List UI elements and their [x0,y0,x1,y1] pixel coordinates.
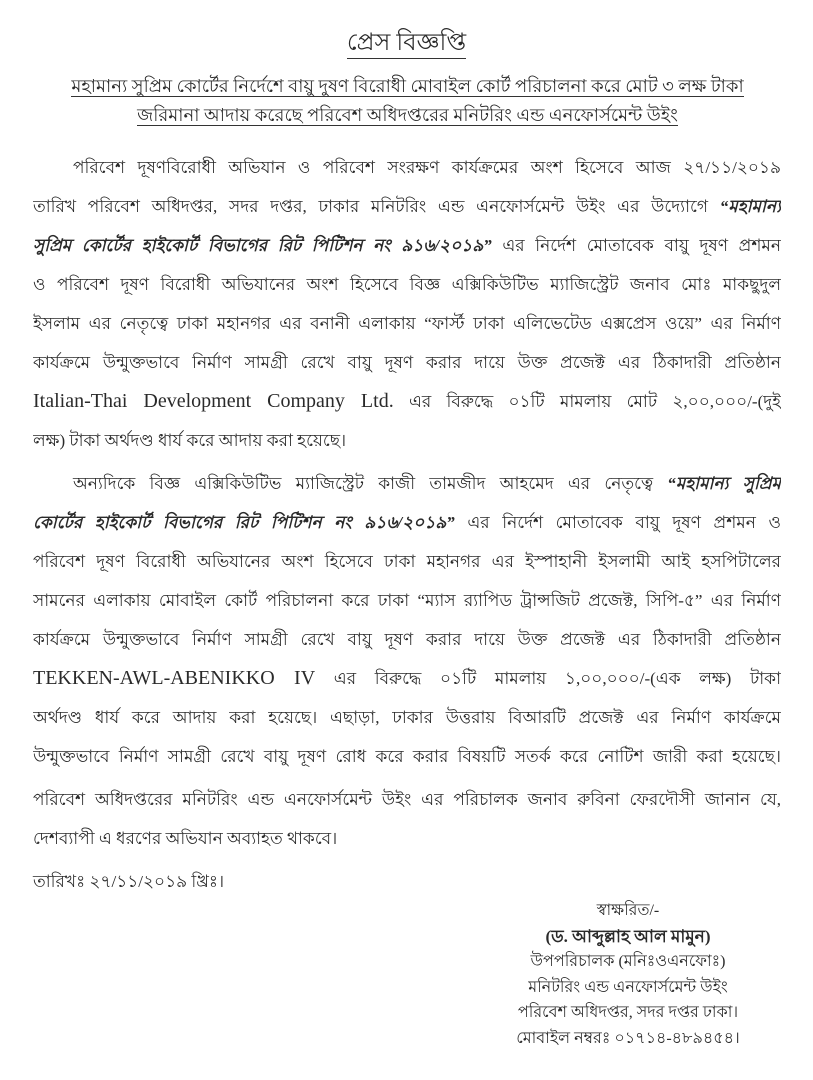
text-line [33,265,781,304]
body-text [33,148,781,901]
text-segment: Italian-Thai Development Company Ltd. [33,390,394,412]
text-segment: পরিবেশ অধিদপ্তরের মনিটরিং এন্ড এনফোর্সমেন্ট উইং এর পরিচালক জনাব রুবিনা ফেরদৌসী জানান যে, [33,790,781,809]
text-line [33,343,781,382]
text-line [33,226,781,265]
signatory-name: (ড. আব্দুল্লাহ আল মামুন) [545,926,711,946]
text-line [33,659,781,698]
text-segment: অন্যদিকে বিজ্ঞ এক্সিকিউটিভ ম্যাজিস্ট্রেট কাজী তামজীদ আহমেদ এর নেতৃত্বে [73,474,668,493]
text-segment: TEKKEN-AWL-ABENIKKO IV [33,667,316,689]
signatory-designation: উপপরিচালক (মনিঃওএনফোঃ) [530,953,726,970]
text-segment: উন্মুক্তভাবে নির্মাণ সামগ্রী রেখে বায়ু দূষণ রোধ করে করার বিষয়টি সতর্ক করে নোটিশ জারী করা হয়েছে। [33,747,781,766]
text-line [33,542,781,581]
text-segment: ও পরিবেশ দূষণ বিরোধী অভিযানের অংশ হিসেবে বিজ্ঞ এক্সিকিউটিভ ম্যাজিস্ট্রেট জনাব মোঃ মাকছুদুল [33,275,781,294]
document-title: প্রেস বিজ্ঞপ্তি [0,24,813,64]
text-line [33,464,781,503]
text-segment: এর নির্দেশ মোতাবেক বায়ু দূষণ প্রশমন ও [454,513,781,532]
italic-quote: সুপ্রিম কোর্টের হাইকোর্ট বিভাগের রিট পিটিশন নং ৯১৬/২০১৯” [33,236,492,255]
text-line [33,698,781,737]
headline-line: মহামান্য সুপ্রিম কোর্টের নির্দেশে বায়ু দুষণ বিরোধী মোবাইল কোর্ট পরিচালনা করে মোট ৩ লক্ষ টাকা [71,76,744,96]
headline-line: জরিমানা আদায় করেছে পরিবেশ অধিদপ্তরের মনিটরিং এন্ড এনফোর্সমেন্ট উইং [137,105,678,125]
text-segment: এর নির্দেশ মোতাবেক বায়ু দূষণ প্রশমন [491,236,781,255]
signature-block [438,898,813,1051]
text-line [33,819,781,858]
paragraph [33,148,781,460]
paragraph [33,780,781,858]
text-segment: সামনের এলাকায় মোবাইল কোর্ট পরিচালনা করে ঢাকা “ম্যাস র‌্যাপিড ট্রান্সজিট প্রজেক্ট, সিপি-৫” এর নির্মাণ [33,591,781,610]
text-segment: তারিখ পরিবেশ অধিদপ্তর, সদর দপ্তর, ঢাকার মনিটরিং এন্ড এনফোর্সমেন্ট উইং এর উদ্যোগে [33,197,720,216]
text-line [33,581,781,620]
text-segment: পরিবেশ দূষণ বিরোধী অভিযানের অংশ হিসেবে ঢাকা মহানগর এর ইস্পাহানী ইসলামী আই হসপিটালের [33,552,781,571]
text-line [33,148,781,187]
signatory-office: পরিবেশ অধিদপ্তর, সদর দপ্তর ঢাকা। [517,1004,739,1021]
text-segment: লক্ষ) টাকা অর্থদণ্ড ধার্য করে আদায় করা হয়েছে। [33,431,347,450]
text-line [33,304,781,343]
text-segment: অর্থদণ্ড ধার্য করে আদায় করা হয়েছে। এছাড়া, ঢাকার উত্তরায় বিআরটি প্রজেক্ট এর নির্মাণ কার্যক্রমে [33,708,781,727]
text-segment: দেশব্যাপী এ ধরণের অভিযান অব্যাহত থাকবে। [33,829,338,848]
italic-quote: “মহামান্য সুপ্রিম [667,474,781,493]
italic-quote: “মহামান্য [719,197,781,216]
text-line [33,503,781,542]
text-line [33,780,781,819]
text-segment: ইসলাম এর নেতৃত্বে ঢাকা মহানগর এর বনানী এলাকায় “ফার্স্ট ঢাকা এলিভেটেড এক্সপ্রেস ওয়ে” এর নির্মাণ [33,314,781,333]
date-line: তারিখঃ ২৭/১১/২০১৯ খ্রিঃ। [33,872,225,891]
paragraph [33,464,781,776]
signatory-wing: মনিটরিং এন্ড এনফোর্সমেন্ট উইং [528,978,728,996]
text-segment: পরিবেশ দূষণবিরোধী অভিযান ও পরিবেশ সংরক্ষণ কার্যক্রমের অংশ হিসেবে আজ ২৭/১১/২০১৯ [73,158,781,177]
paragraphs [33,148,781,858]
text-line [33,382,781,421]
italic-quote: কোর্টের হাইকোর্ট বিভাগের রিট পিটিশন নং ৯১৬/২০১৯” [33,513,455,532]
text-segment: কার্যক্রমে উন্মুক্তভাবে নির্মাণ সামগ্রী রেখে বায়ু দূষণ করার দায়ে উক্ত প্রজেক্ট এর ঠিকাদারী প্রতিষ্ঠান [33,353,781,372]
text-line [33,620,781,659]
text-segment: এর বিরুদ্ধে ০১টি মামলায় মোট ২,০০,০০০/-(দুই [393,392,781,411]
headline [30,72,785,130]
text-line [33,421,781,460]
signatory-mobile: মোবাইল নম্বরঃ ০১৭১৪-৪৮৯৪৫৪। [516,1029,740,1047]
text-line [33,187,781,226]
text-segment: এর বিরুদ্ধে ০১টি মামলায় ১,০০,০০০/-(এক লক্ষ) টাকা [315,669,781,688]
text-line [33,737,781,776]
signed-label: স্বাক্ষরিত/- [596,902,660,919]
text-segment: কার্যক্রমে উন্মুক্তভাবে নির্মাণ সামগ্রী রেখে বায়ু দূষণ করার দায়ে উক্ত প্রজেক্ট এর ঠিকাদারী প্রতিষ্ঠান [33,630,781,649]
